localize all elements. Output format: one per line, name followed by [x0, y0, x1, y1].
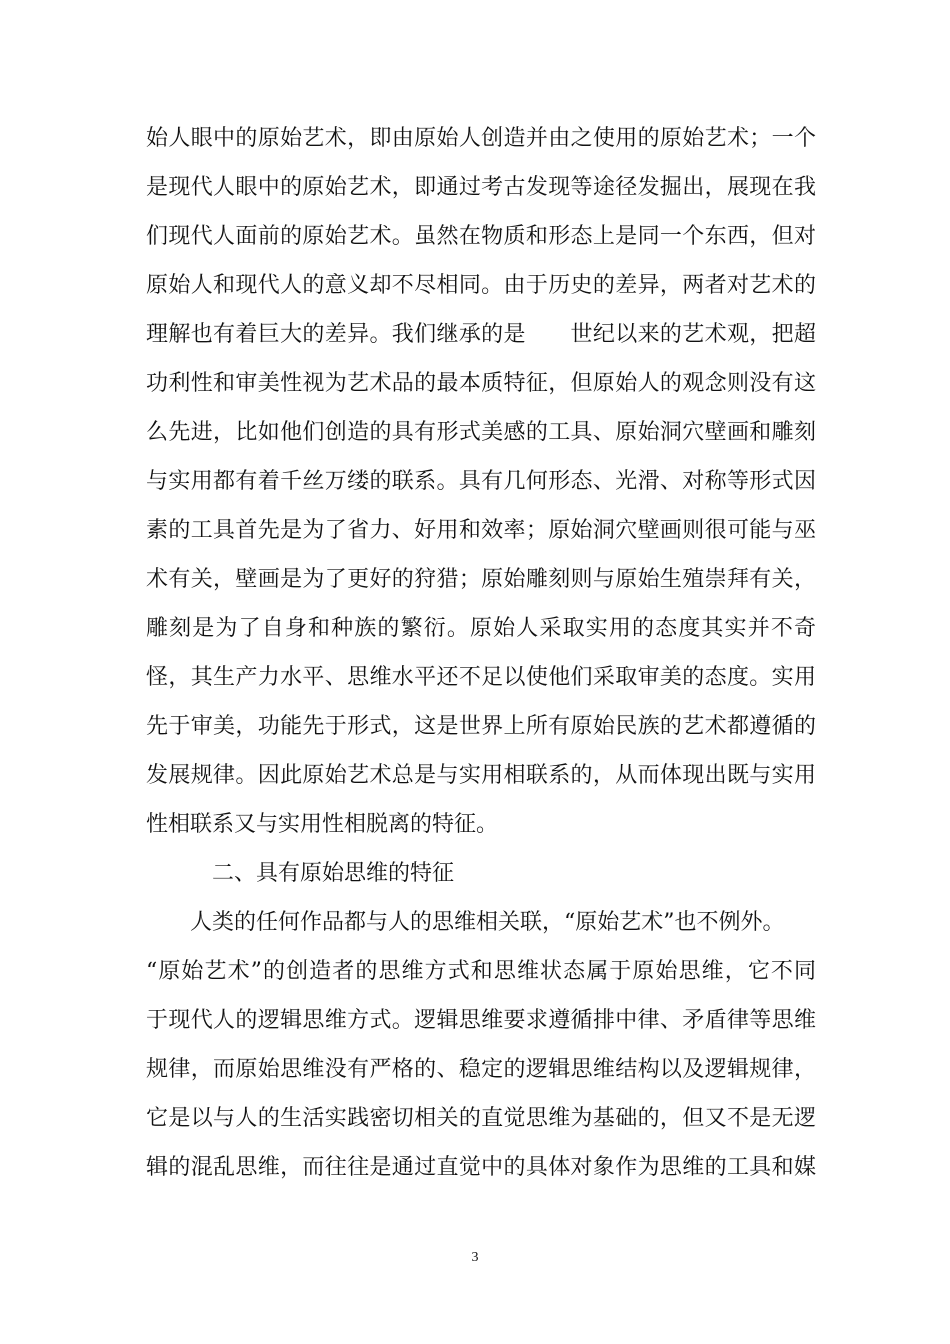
paragraph-line: 始人眼中的原始艺术，即由原始人创造并由之使用的原始艺术；一个 — [146, 126, 816, 151]
paragraph-line: 与实用都有着千丝万缕的联系。具有几何形态、光滑、对称等形式因 — [146, 469, 816, 494]
body-text — [146, 114, 816, 1192]
paragraph-line: 怪，其生产力水平、思维水平还不足以使他们采取审美的态度。实用 — [146, 665, 816, 690]
paragraph-line: 么先进，比如他们创造的具有形式美感的工具、原始洞穴壁画和雕刻 — [146, 420, 816, 445]
paragraph-line: 雕刻是为了自身和种族的繁衍。原始人采取实用的态度其实并不奇 — [146, 616, 816, 641]
paragraph-line: 们现代人面前的原始艺术。虽然在物质和形态上是同一个东西，但对 — [146, 224, 816, 249]
paragraph-line: 性相联系又与实用性相脱离的特征。 — [146, 812, 499, 837]
paragraph-line: 人类的任何作品都与人的思维相关联，“原始艺术”也不例外。 — [190, 910, 785, 935]
paragraph-line: 术有关，壁画是为了更好的狩猎；原始雕刻则与原始生殖崇拜有关， — [146, 567, 816, 592]
paragraph-line: 规律，而原始思维没有严格的、稳定的逻辑思维结构以及逻辑规律， — [146, 1057, 816, 1082]
paragraph-line: 发展规律。因此原始艺术总是与实用相联系的，从而体现出既与实用 — [146, 763, 816, 788]
paragraph-line: “原始艺术”的创造者的思维方式和思维状态属于原始思维，它不同 — [146, 959, 816, 984]
page-number: 3 — [471, 1250, 479, 1265]
paragraph-line: 功利性和审美性视为艺术品的最本质特征，但原始人的观念则没有这 — [146, 371, 816, 396]
paragraph-line: 理解也有着巨大的差异。我们继承的是 世纪以来的艺术观，把超 — [146, 322, 816, 347]
paragraph-line: 先于审美，功能先于形式，这是世界上所有原始民族的艺术都遵循的 — [146, 714, 816, 739]
paragraph-line: 辑的混乱思维，而往往是通过直觉中的具体对象作为思维的工具和媒 — [146, 1155, 816, 1180]
paragraph-line: 素的工具首先是为了省力、好用和效率；原始洞穴壁画则很可能与巫 — [146, 518, 816, 543]
paragraph-line: 原始人和现代人的意义却不尽相同。由于历史的差异，两者对艺术的 — [146, 273, 816, 298]
paragraph-line: 它是以与人的生活实践密切相关的直觉思维为基础的，但又不是无逻 — [146, 1106, 816, 1131]
paragraph-line: 是现代人眼中的原始艺术，即通过考古发现等途径发掘出，展现在我 — [146, 175, 816, 200]
section-heading: 二、具有原始思维的特征 — [212, 861, 455, 886]
paragraph-line: 于现代人的逻辑思维方式。逻辑思维要求遵循排中律、矛盾律等思维 — [146, 1008, 816, 1033]
